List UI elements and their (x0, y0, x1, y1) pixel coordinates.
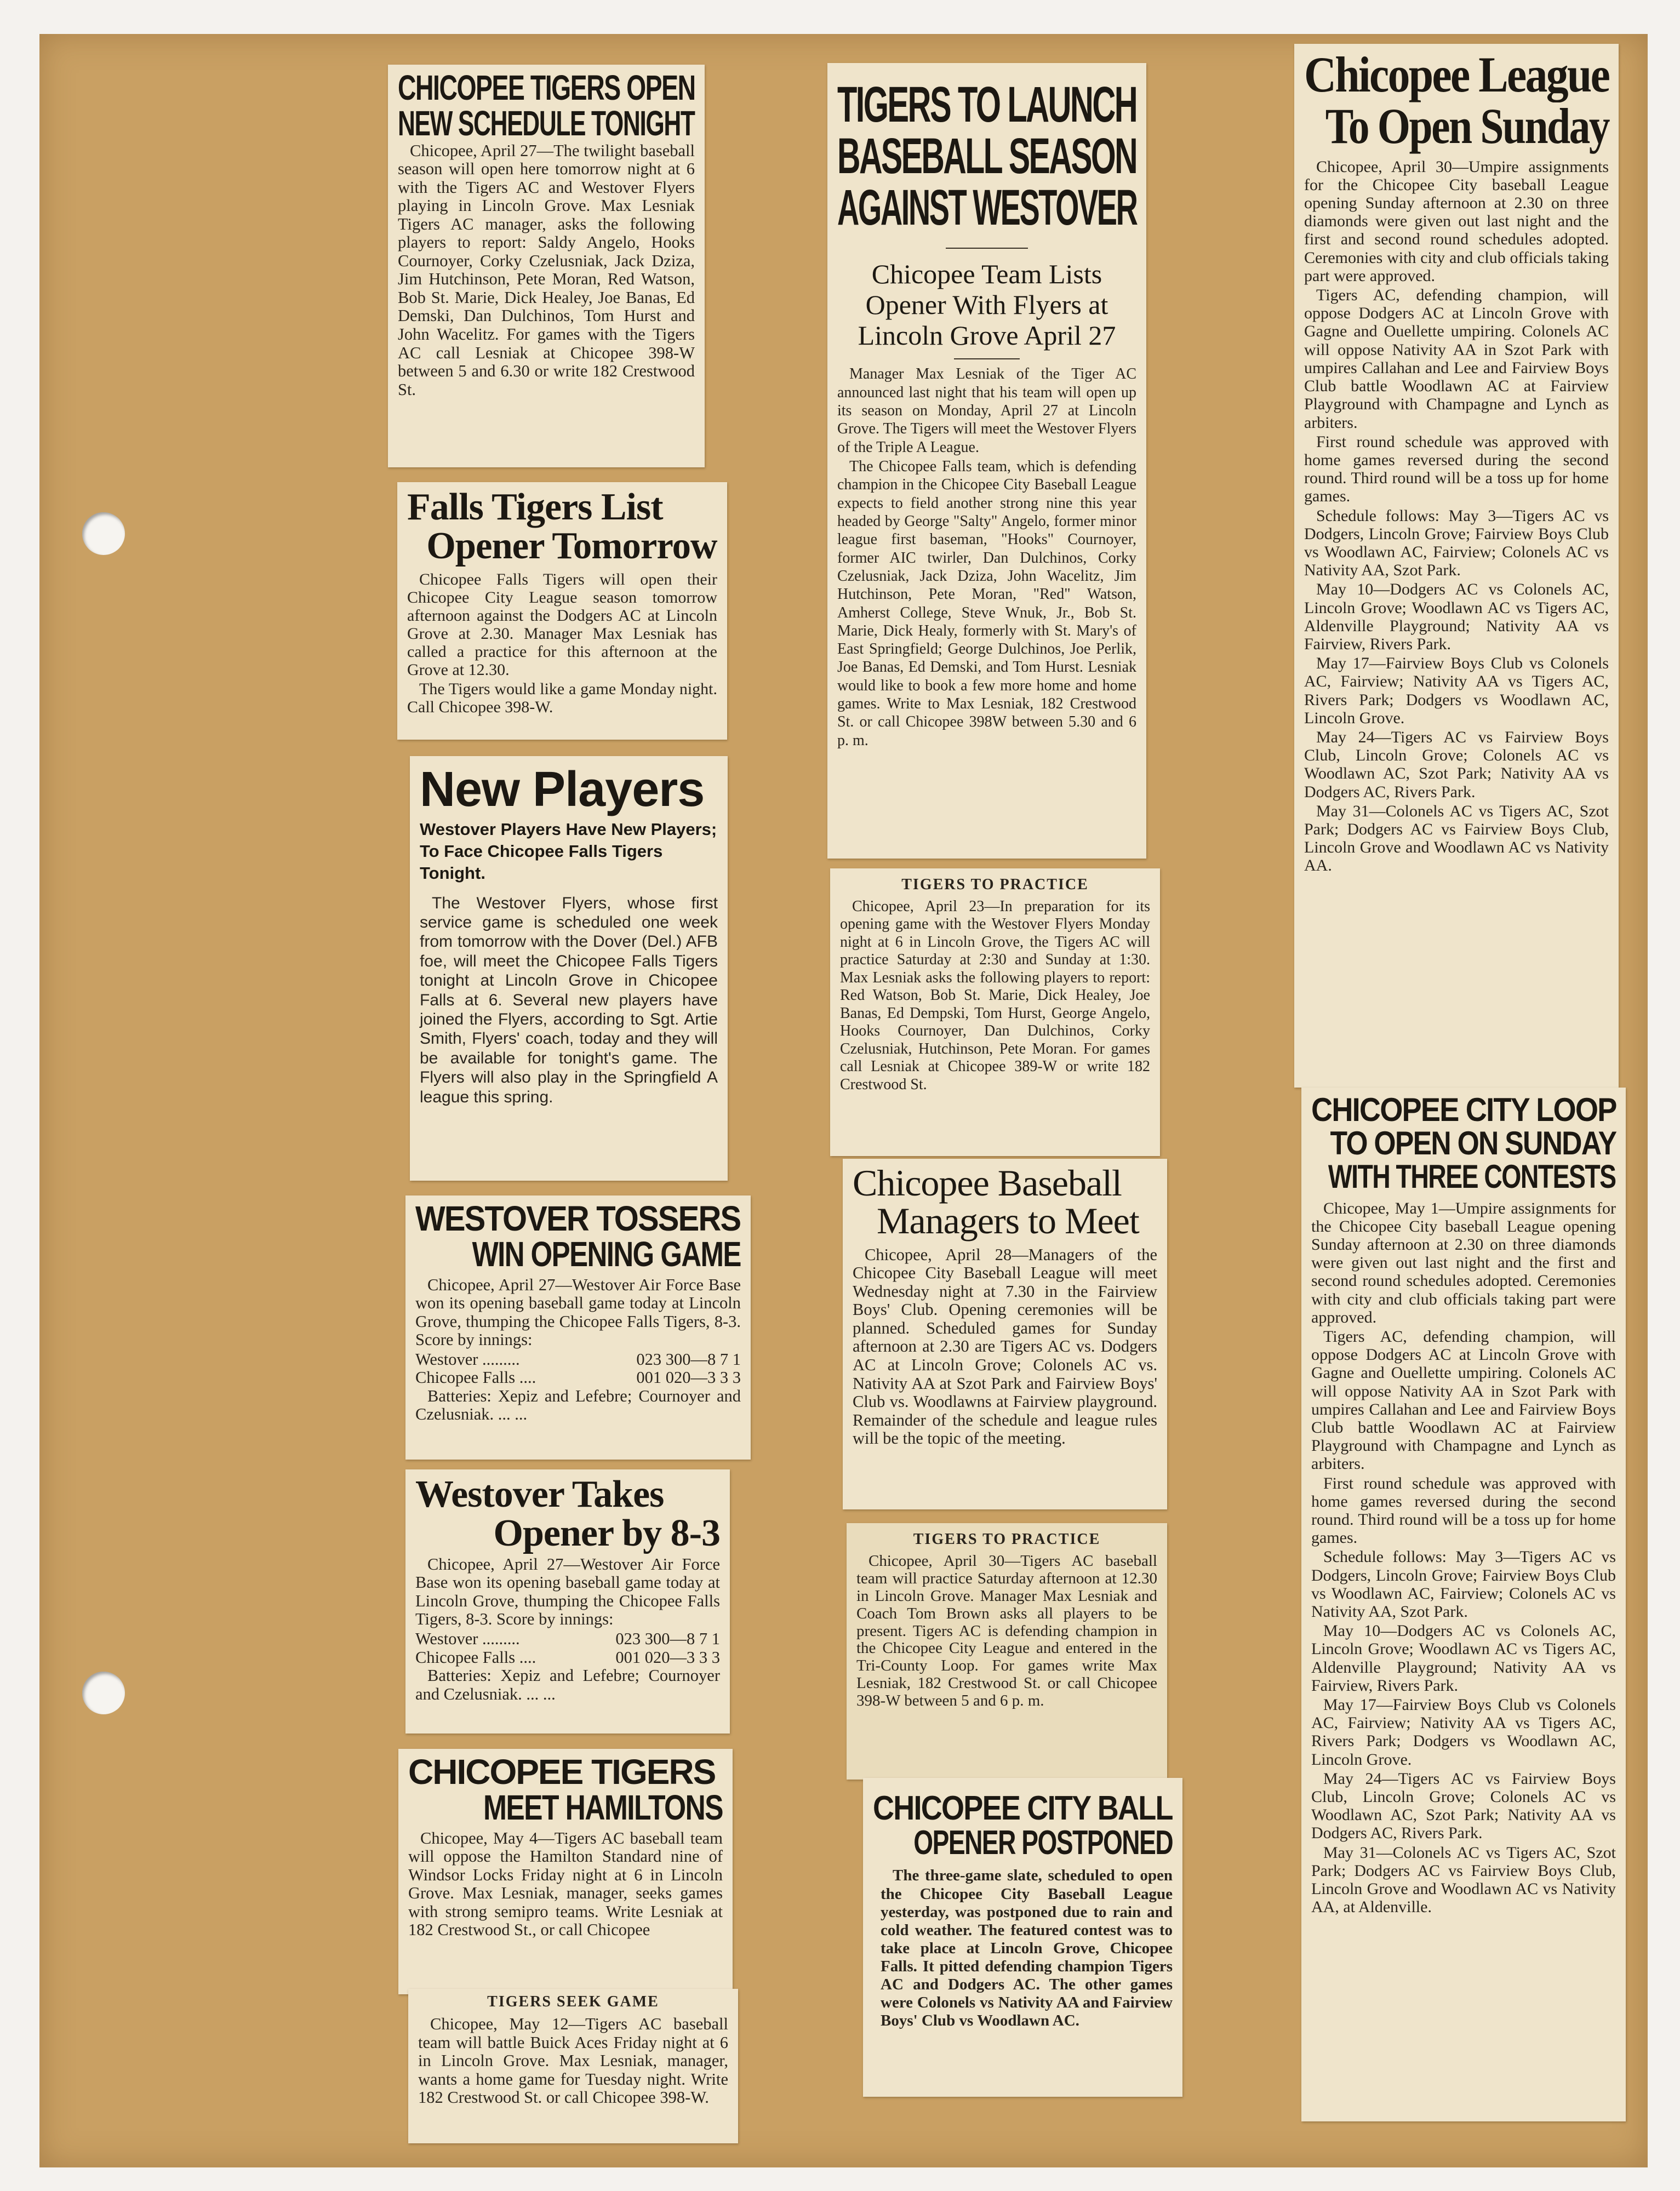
headline-line: To Open Sunday (1325, 98, 1609, 154)
headline-line: Chicopee Baseball (853, 1162, 1122, 1204)
article-body (853, 1246, 1157, 1448)
headline (408, 1754, 723, 1826)
paragraph: Chicopee, April 30—Umpire assignments for the Chicopee City baseball League opening Sunday afternoon at 2.30 on three diamonds were given out last night and the first and second round schedules adopted. Ceremonies with city and club officials taking part were approved. (1304, 157, 1609, 285)
paragraph: May 17—Fairview Boys Club vs Colonels AC, Fairview; Nativity AA vs Tigers AC, Rivers Park; Dodgers vs Woodlawn AC, Lincoln Grove. (1311, 1696, 1616, 1769)
clipping-new-players (410, 756, 728, 1181)
paragraph: Schedule follows: May 3—Tigers AC vs Dodgers, Lincoln Grove; Fairview Boys Club vs Woodlawn AC, Fairview; Colonels AC vs Nativity AA, Szot Park. (1304, 506, 1609, 580)
paragraph: May 10—Dodgers AC vs Colonels AC, Lincoln Grove; Woodlawn AC vs Tigers AC, Aldenville Playground; Nativity AA vs Fairview, Rivers Park. (1311, 1622, 1616, 1695)
headline: TIGERS TO PRACTICE (901, 876, 1089, 893)
score-line (415, 1649, 720, 1667)
article-body (415, 1276, 741, 1424)
headline-line: MEET HAMILTONS (483, 1788, 723, 1828)
clipping-westover-tossers (405, 1195, 751, 1460)
clipping-tigers-meet-hamiltons (398, 1749, 733, 1994)
deck-headline: Chicopee Team Lists Opener With Flyers at Lincoln Grove April 27 (858, 259, 1116, 351)
binder-hole-top (82, 512, 125, 555)
clipping-chicopee-league-open-sunday (1294, 44, 1619, 1088)
clipping-city-loop-three-contests (1301, 1088, 1626, 2121)
headline: TIGERS SEEK GAME (487, 1993, 659, 2010)
paragraph: Chicopee Falls Tigers will open their Chicopee City League season tomorrow afternoon against the Dodgers AC at Lincoln Grove at 2.30. Manager Max Lesniak has called a practice for this afternoon at the Grove at 12.30. (407, 570, 717, 679)
article-body (856, 1553, 1157, 1710)
article-body (408, 1829, 723, 1940)
headline-line: CHICOPEE CITY BALL (873, 1789, 1173, 1827)
headline-line: Opener Tomorrow (426, 525, 717, 568)
paragraph: Chicopee, April 30—Tigers AC baseball team will practice Saturday afternoon at 12.30 in Lincoln Grove. Manager Max Lesniak and Coach Tom Brown asks all players to be present. Tigers AC is defending champion in the Chicopee City League and entered in the Tri-County Loop. For games write Max Lesniak, 182 Crestwood St. or call Chicopee 398-W between 5 and 6 p. m. (856, 1552, 1157, 1710)
article-body (1311, 1199, 1616, 1917)
paragraph: May 31—Colonels AC vs Tigers AC, Szot Park; Dodgers AC vs Fairview Boys Club, Lincoln Grove and Woodlawn AC vs Nativity AA, at Aldenville. (1311, 1843, 1616, 1917)
headline-line: TIGERS TO LAUNCH (837, 77, 1137, 133)
article-body (398, 142, 695, 399)
paragraph: The Tigers would like a game Monday night. Call Chicopee 398-W. (407, 679, 717, 716)
headline (1304, 49, 1609, 152)
headline-line: CHICOPEE TIGERS (408, 1752, 716, 1792)
innings-score: 001 020—3 3 3 (636, 1368, 741, 1387)
clipping-tigers-seek-game (408, 1989, 738, 2143)
headline-line: Chicopee League (1304, 47, 1609, 102)
paragraph: Chicopee, April 27—Westover Air Force Base won its opening baseball game today at Lincoln Grove, thumping the Chicopee Falls Tigers, 8-3. Score by innings: (415, 1554, 720, 1629)
headline-line: WITH THREE CONTESTS (1328, 1158, 1616, 1195)
article-body (1304, 158, 1609, 875)
paragraph: May 31—Colonels AC vs Tigers AC, Szot Park; Dodgers AC vs Fairview Boys Club, Lincoln Grove and Woodlawn AC vs Nativity AA. (1304, 802, 1609, 875)
team-name: Westover ......... (415, 1349, 520, 1369)
headline (398, 70, 695, 142)
paragraph: Chicopee, April 27—The twilight baseball season will open here tomorrow night at 6 with the Tigers AC and Westover Flyers playing in Lincoln Grove. Max Lesniak Tigers AC manager, asks the following players to report: Saldy Angelo, Hooks Cournoyer, Corky Czelusniak, Jack Dziza, Jim Hutchinson, Pete Moran, Red Watson, Bob St. Marie, Dick Healey, Joe Banas, Ed Demski, Dan Dulchinos, Tom Hurst and John Wacelitz. For games with the Tigers AC call Lesniak at Chicopee 398-W between 5 and 6.30 or write 182 Crestwood St. (398, 141, 695, 399)
innings-score: 023 300—8 7 1 (615, 1629, 720, 1648)
team-name: Chicopee Falls .... (415, 1368, 536, 1387)
paragraph: Chicopee, April 28—Managers of the Chicopee City Baseball League will meet Wednesday night at 7.30 in the Fairview Boys' Club. Opening ceremonies will be planned. Scheduled games for Sunday afternoon at 2.30 are Tigers AC vs. Dodgers AC at Lincoln Grove; Colonels AC vs. Nativity AA at Szot Park and Fairview Boys' Club vs. Woodlawns at Fairview playground. Remainder of the schedule and league rules will be the topic of the meeting. (853, 1245, 1157, 1448)
paragraph: The Westover Flyers, whose first service game is scheduled one week from tomorrow with the Dover (Del.) AFB foe, will meet the Chicopee Falls Tigers tonight at Lincoln Grove in Chicopee Falls at 6. Several new players have joined the Flyers, according to Sgt. Artie Smith, Flyers' coach, today and they will be available for tonight's game. The Flyers will also play in the Springfield A league this spring. (420, 894, 718, 1106)
headline-line: OPENER POSTPONED (913, 1824, 1173, 1862)
score-line (415, 1351, 741, 1369)
headline (853, 1164, 1157, 1240)
article-body (415, 1555, 720, 1703)
paragraph: Tigers AC, defending champion, will oppose Dodgers AC at Lincoln Grove with Gagne and Ouellette umpiring. Colonels AC will oppose Nativity AA in Szot Park with umpires Callahan and Lee and Fairview Boys Club battle Woodlawn AC at Fairview Playground with Champagne and Lynch as arbiters. (1304, 286, 1609, 432)
article-body (840, 898, 1150, 1094)
clipping-managers-to-meet (843, 1159, 1167, 1509)
headline-line: WIN OPENING GAME (472, 1234, 741, 1274)
clipping-tigers-launch-season (827, 63, 1146, 859)
score-line (415, 1369, 741, 1387)
article-body (837, 365, 1136, 750)
paragraph: Manager Max Lesniak of the Tiger AC announced last night that his team will open up its season on Monday, April 27 at Lincoln Grove. The Tigers will meet the Westover Flyers of the Triple A League. (837, 365, 1136, 456)
article-body (407, 570, 717, 716)
team-name: Chicopee Falls .... (415, 1647, 536, 1667)
headline-line: NEW SCHEDULE TONIGHT (398, 104, 695, 144)
team-name: Westover ......... (415, 1629, 520, 1648)
divider (946, 248, 1028, 249)
paragraph: First round schedule was approved with home games reversed during the second round. Third round will be a toss up for home games. (1311, 1474, 1616, 1547)
headline-line: AGAINST WESTOVER (837, 179, 1137, 236)
paragraph: Chicopee, April 23—In preparation for its opening game with the Westover Flyers Monday night at 6 in Lincoln Grove, the Tigers AC will practice Saturday at 2:30 and Sunday at 1:30. Max Lesniak asks the following players to report: Red Watson, Bob St. Marie, Dick Healey, Joe Banas, Ed Dempski, Tom Hurst, George Angelo, Hooks Cournoyer, Dan Dulchinos, Corky Czelusniak, Hutchinson, Pete Moran. For games call Lesniak at Chicopee 389-W or write 182 Crestwood St. (840, 898, 1150, 1093)
headline-line: Falls Tigers List (407, 486, 663, 528)
article-body (420, 894, 718, 1107)
headline-line: CHICOPEE TIGERS OPEN (398, 68, 695, 107)
clipping-falls-tigers-opener (397, 482, 727, 740)
headline (415, 1201, 741, 1273)
batteries: Batteries: Xepiz and Lefebre; Cournoyer and Czelusniak. ... ... (415, 1386, 741, 1424)
article-body (873, 1867, 1173, 2029)
paragraph: May 10—Dodgers AC vs Colonels AC, Lincoln Grove; Woodlawn AC vs Tigers AC, Aldenville Playground; Nativity AA vs Fairview, Rivers Park. (1304, 580, 1609, 653)
clipping-westover-takes-opener (405, 1469, 730, 1734)
paragraph: Chicopee, May 12—Tigers AC baseball team will battle Buick Aces Friday night at 6 in Lincoln Grove. Max Lesniak, manager, wants a home game for Tuesday night. Write 182 Crestwood St. or call Chicopee 398-W. (418, 2015, 728, 2107)
innings-score: 001 020—3 3 3 (615, 1647, 720, 1667)
headline (873, 1791, 1173, 1860)
score-line (415, 1630, 720, 1649)
clipping-tigers-to-practice-apr23 (830, 868, 1160, 1156)
headline-line: Managers to Meet (877, 1200, 1139, 1242)
binder-hole-bottom (82, 1672, 125, 1714)
paragraph: First round schedule was approved with home games reversed during the second round. Third round will be a toss up for home games. (1304, 432, 1609, 506)
headline-line: Westover Takes (415, 1473, 664, 1515)
headline-line: CHICOPEE CITY LOOP (1311, 1091, 1616, 1128)
headline (1311, 1093, 1616, 1194)
clipping-tigers-open-schedule (388, 65, 705, 467)
article-body (418, 2015, 728, 2107)
headline (407, 488, 717, 566)
paragraph: Schedule follows: May 3—Tigers AC vs Dodgers, Lincoln Grove; Fairview Boys Club vs Woodlawn AC, Fairview; Colonels AC vs Nativity AA, Szot Park. (1311, 1548, 1616, 1621)
headline-line: Opener by 8-3 (493, 1512, 720, 1555)
headline-line: New Players (420, 762, 705, 817)
paragraph: The three-game slate, scheduled to open the Chicopee City Baseball League yesterday, was postponed due to rain and cold weather. The featured contest was to take place at Lincoln Grove, Chicopee Falls. It pitted defending champion Tigers AC and Dodgers AC. The other games were Colonels vs Nativity AA and Fairview Boys' Club vs Woodlawn AC. (881, 1867, 1173, 2029)
headline-line: TO OPEN ON SUNDAY (1330, 1125, 1616, 1162)
clipping-tigers-to-practice-apr30 (847, 1523, 1167, 1780)
paragraph: Chicopee, May 1—Umpire assignments for the Chicopee City baseball League opening Sunday afternoon at 2.30 on three diamonds were given out last night and the first and second round schedules adopted. Ceremonies with city and club officials taking part were approved. (1311, 1199, 1616, 1326)
headline: TIGERS TO PRACTICE (913, 1531, 1101, 1548)
paragraph: May 24—Tigers AC vs Fairview Boys Club, Lincoln Grove; Colonels AC vs Woodlawn AC, Szot Park; Nativity AA vs Dodgers AC, Rivers Park. (1304, 728, 1609, 801)
headline-line: WESTOVER TOSSERS (415, 1199, 741, 1238)
clipping-opener-postponed (863, 1778, 1182, 2097)
innings-score: 023 300—8 7 1 (636, 1349, 741, 1369)
paragraph: Chicopee, April 27—Westover Air Force Base won its opening baseball game today at Lincoln Grove, thumping the Chicopee Falls Tigers, 8-3. Score by innings: (415, 1275, 741, 1349)
headline (837, 77, 1137, 236)
paragraph: May 17—Fairview Boys Club vs Colonels AC, Fairview; Nativity AA vs Tigers AC, Rivers Park; Dodgers vs Woodlawn AC, Lincoln Grove. (1304, 654, 1609, 727)
paragraph: Chicopee, May 4—Tigers AC baseball team will oppose the Hamilton Standard nine of Windsor Locks Friday night at 6 in Lincoln Grove. Max Lesniak, manager, seeks games with strong semipro teams. Write Lesniak at 182 Crestwood St., or call Chicopee (408, 1828, 723, 1940)
headline (420, 762, 718, 817)
batteries: Batteries: Xepiz and Lefebre; Cournoyer and Czelusniak. ... ... (415, 1666, 720, 1703)
paragraph: Tigers AC, defending champion, will oppose Dodgers AC at Lincoln Grove with Gagne and Ouellette umpiring. Colonels AC will oppose Nativity AA in Szot Park with umpires Callahan and Lee and Fairview Boys Club battle Woodlawn AC at Fairview Playground with Champagne and Lynch as arbiters. (1311, 1327, 1616, 1473)
paragraph: May 24—Tigers AC vs Fairview Boys Club, Lincoln Grove; Colonels AC vs Woodlawn AC, Szot Park; Nativity AA vs Dodgers AC, Rivers Park. (1311, 1769, 1616, 1843)
subheadline: Westover Players Have New Players; To Face Chicopee Falls Tigers Tonight. (420, 819, 717, 883)
headline-line: BASEBALL SEASON (837, 128, 1137, 184)
divider (954, 358, 1020, 359)
headline (415, 1475, 720, 1553)
paragraph: The Chicopee Falls team, which is defending champion in the Chicopee City Baseball League expects to field another strong nine this year headed by George "Salty" Angelo, former minor league first baseman, "Hooks" Cournoyer, former AIC twirler, Dan Dulchinos, Corky Czelusniak, Jack Dziza, John Wacelitz, Jim Hutchinson, Pete Moran, "Red" Watson, Amherst College, Steve Wnuk, Jr., Bob St. Marie, Dick Healy, formerly with St. Mary's of East Springfield; George Dulchinos, Joe Perlik, Joe Banas, Ed Demski, and Tom Hurst. Lesniak would like to book a few more home and home games. Write to Max Lesniak, 182 Crestwood St. or call Chicopee 398W between 5.30 and 6 p. m. (837, 458, 1136, 749)
